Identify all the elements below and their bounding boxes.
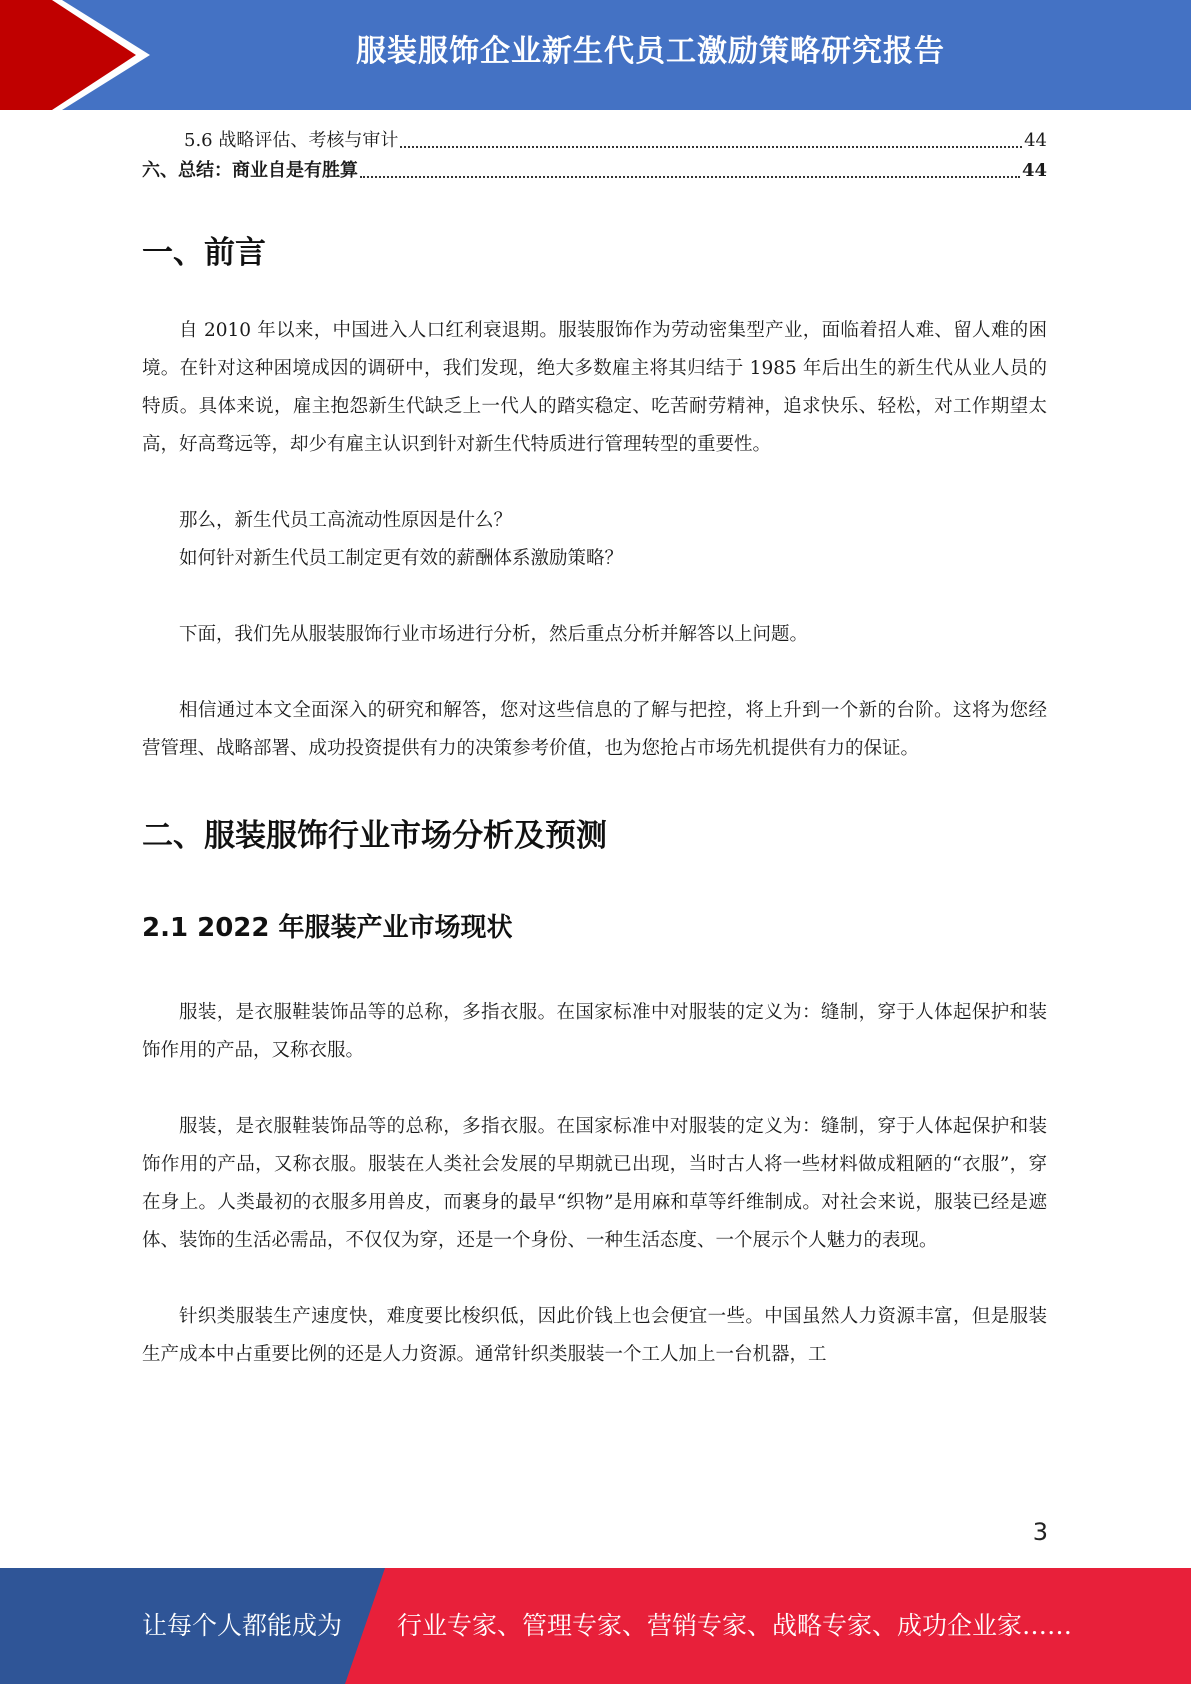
paragraph: 相信通过本文全面深入的研究和解答，您对这些信息的了解与把控，将上升到一个新的台阶。这将为您经营管理、战略部署、成功投资提供有力的决策参考价值，也为您抢占市场先机提供有力的保证。 [142, 700, 1047, 759]
toc-entry-label: 5.6 战略评估、考核与审计 [184, 130, 399, 151]
toc-entry[interactable] [142, 126, 1047, 156]
toc-leader [360, 175, 1020, 178]
subsection-heading: 2.1 2022 年服装产业市场现状 [142, 913, 513, 943]
toc-entry[interactable] [142, 156, 1047, 186]
paragraph: 服装，是衣服鞋装饰品等的总称，多指衣服。在国家标准中对服装的定义为：缝制，穿于人体起保护和装饰作用的产品，又称衣服。服装在人类社会发展的早期就已出现，当时古人将一些材料做成粗陋的“衣服”，穿在身上。人类最初的衣服多用兽皮，而裹身的最早“织物”是用麻和草等纤维制成。对社会来说，服装已经是遮体、装饰的生活必需品，不仅仅为穿，还是一个身份、一种生活态度、一个展示个人魅力的表现。 [142, 1116, 1047, 1251]
paragraph: 下面，我们先从服装服饰行业市场进行分析，然后重点分析并解答以上问题。 [179, 624, 809, 645]
toc-entry-label: 六、总结：商业自是有胜算 [142, 160, 358, 181]
toc-entry-page: 44 [1024, 130, 1047, 151]
page-header [0, 0, 1191, 110]
footer-slogan-right: 行业专家、管理专家、营销专家、战略专家、成功企业家…… [397, 1611, 1073, 1640]
page-footer [0, 1568, 1191, 1684]
footer-slogan-left: 让每个人都能成为 [142, 1611, 343, 1640]
toc-leader [400, 145, 1022, 148]
paragraph: 服装，是衣服鞋装饰品等的总称，多指衣服。在国家标准中对服装的定义为：缝制，穿于人体起保护和装饰作用的产品，又称衣服。 [142, 1002, 1047, 1061]
toc-entry-page: 44 [1021, 160, 1047, 181]
page-content [142, 126, 1047, 1374]
section-heading: 二、服装服饰行业市场分析及预测 [142, 818, 607, 854]
paragraph: 自 2010 年以来，中国进入人口红利衰退期。服装服饰作为劳动密集型产业，面临着招人难、留人难的困境。在针对这种困境成因的调研中，我们发现，绝大多数雇主将其归结于 1985 年后出生的新生代从业人员的特质。具体来说，雇主抱怨新生代缺乏上一代人的踏实稳定、吃苦耐劳精神，追求快乐、轻松，对工作期望太高，好高骛远等，却少有雇主认识到针对新生代特质进行管理转型的重要性。 [142, 320, 1047, 455]
page-number: 3 [1032, 1518, 1048, 1546]
question-line: 那么，新生代员工高流动性原因是什么？ [179, 510, 513, 531]
paragraph: 针织类服装生产速度快，难度要比梭织低，因此价钱上也会便宜一些。中国虽然人力资源丰富，但是服装生产成本中占重要比例的还是人力资源。通常针织类服装一个工人加上一台机器，工 [142, 1306, 1047, 1365]
question-line: 如何针对新生代员工制定更有效的薪酬体系激励策略？ [179, 548, 624, 569]
section-heading: 一、前言 [142, 235, 266, 271]
header-arrow-decoration [0, 0, 150, 110]
report-title: 服装服饰企业新生代员工激励策略研究报告 [356, 34, 945, 69]
